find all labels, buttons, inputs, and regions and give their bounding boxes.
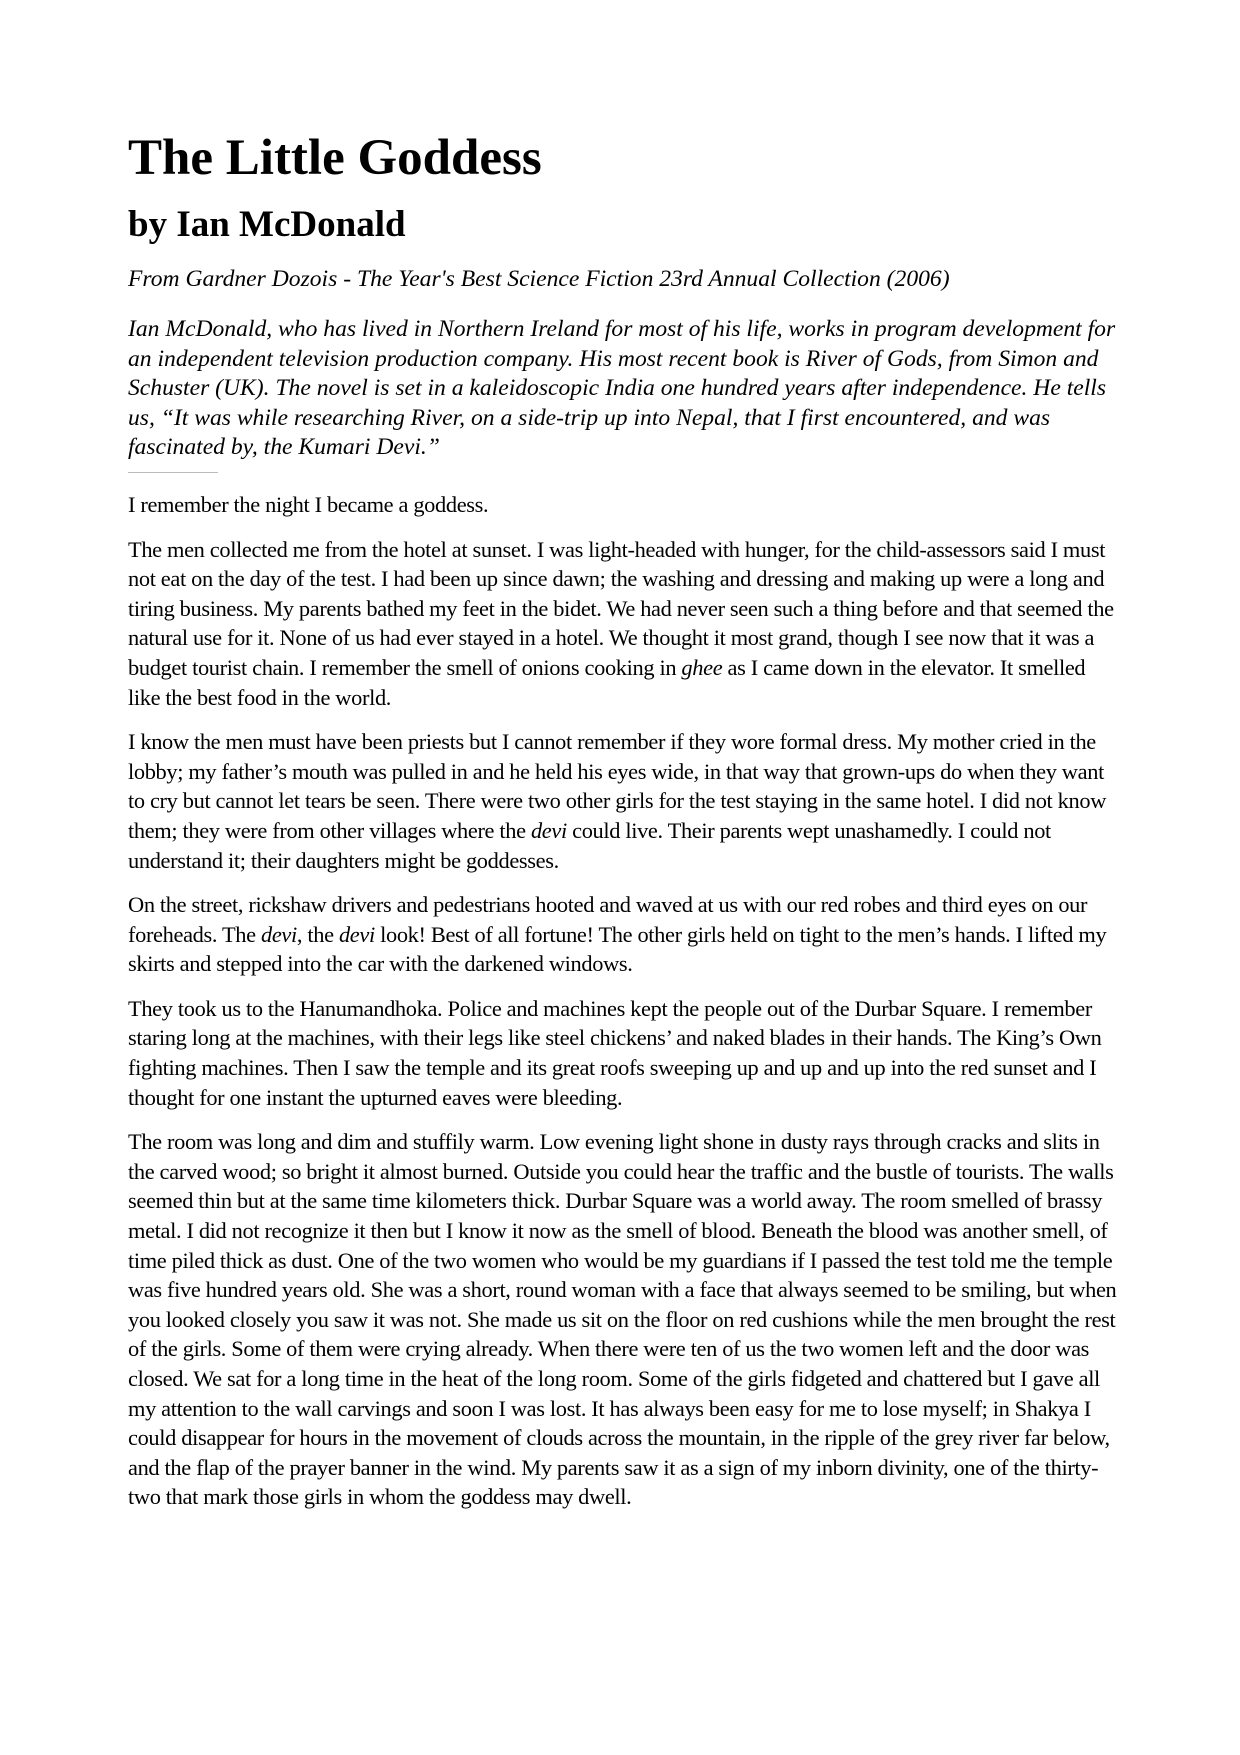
document-page — [128, 126, 1118, 1527]
story-body — [128, 490, 1118, 1512]
italic-term: devi — [260, 921, 297, 947]
text-run: I remember the night I became a goddess. — [128, 491, 489, 517]
text-run: The room was long and dim and stuffily warm. Low evening light shone in dusty rays through cracks and slits in the carved wood; so bright it almost burned. Outside you could hear the traffic and the bustle of tourists. The walls seemed thin but at the same time kilometers thick. Durbar Square was a world away. The room smelled of brassy metal. I did not recognize it then but I know it now as the smell of blood. Beneath the blood was another smell, of time piled thick as dust. One of the two women who would be my guardians if I passed the test told me the temple was five hundred years old. She was a short, round woman with a face that always seemed to be smiling, but when you looked closely you saw it was not. She made us sit on the floor on red cushions while the men brought the rest of the girls. Some of them were crying already. When there were ten of us the two women left and the door was closed. We sat for a long time in the heat of the long room. Some of the girls fidgeted and chattered but I gave all my attention to the wall carvings and soon I was lost. It has always been easy for me to lose myself; in Shakya I could disappear for hours in the movement of clouds across the mountain, in the ripple of the grey river far below, and the flap of the prayer banner in the wind. My parents saw it as a sign of my inborn divinity, one of the thirty-two that mark those girls in whom the goddess may dwell. — [128, 1129, 1117, 1510]
author-introduction: Ian McDonald, who has lived in Northern Ireland for most of his life, works in program development for an independent television production company. His most recent book is River of Gods, from Simon and Schuster (UK). The novel is set in a kaleidoscopic India one hundred years after independence. He tells us, “It was while researching River, on a side-trip up into Nepal, that I first encountered, and was fascinated by, the Kumari Devi.” — [128, 316, 1116, 461]
section-divider — [128, 472, 218, 473]
italic-term: devi — [338, 921, 375, 947]
story-title: The Little Goddess — [128, 130, 542, 186]
story-byline: by Ian McDonald — [128, 204, 406, 245]
story-paragraph — [128, 890, 1118, 979]
story-paragraph — [128, 490, 1118, 520]
text-run: as I came down in the elevator. It smelled like the best food in the world. — [128, 654, 1086, 710]
italic-term: devi — [530, 817, 567, 843]
story-paragraph — [128, 994, 1118, 1112]
text-run: look! Best of all fortune! The other girls held on tight to the men’s hands. I lifted my skirts and stepped into the car with the darkened windows. — [128, 921, 1107, 977]
story-paragraph — [128, 1127, 1118, 1512]
anthology-source: From Gardner Dozois - The Year's Best Science Fiction 23rd Annual Collection (2006) — [128, 266, 950, 292]
text-run: could live. Their parents wept unashamedly. I could not understand it; their daughters might be goddesses. — [128, 817, 1051, 873]
story-paragraph — [128, 727, 1118, 875]
story-paragraph — [128, 535, 1118, 713]
text-run: I know the men must have been priests but I cannot remember if they wore formal dress. My mother cried in the lobby; my father’s mouth was pulled in and he held his eyes wide, in that way that grown-ups do when they want to cry but cannot let tears be seen. There were two other girls for the test staying in the same hotel. I did not know them; they were from other villages where the — [128, 729, 1107, 843]
text-run: They took us to the Hanumandhoka. Police and machines kept the people out of the Durbar Square. I remember staring long at the machines, with their legs like steel chickens’ and naked blades in their hands. The King’s Own fighting machines. Then I saw the temple and its great roofs sweeping up and up and up into the red sunset and I thought for one instant the upturned eaves were bleeding. — [128, 995, 1102, 1110]
text-run: The men collected me from the hotel at sunset. I was light-headed with hunger, for the child-assessors said I must not eat on the day of the test. I had been up since dawn; the washing and dressing and making up were a long and tiring business. My parents bathed my feet in the bidet. We had never seen such a thing before and that seemed the natural use for it. None of us had ever stayed in a hotel. We thought it most grand, though I see now that it was a budget tourist chain. I remember the smell of onions cooking in — [128, 536, 1114, 680]
text-run: , the — [296, 921, 339, 947]
italic-term: ghee — [681, 654, 723, 680]
text-run: On the street, rickshaw drivers and pedestrians hooted and waved at us with our red robes and third eyes on our foreheads. The — [128, 892, 1088, 947]
